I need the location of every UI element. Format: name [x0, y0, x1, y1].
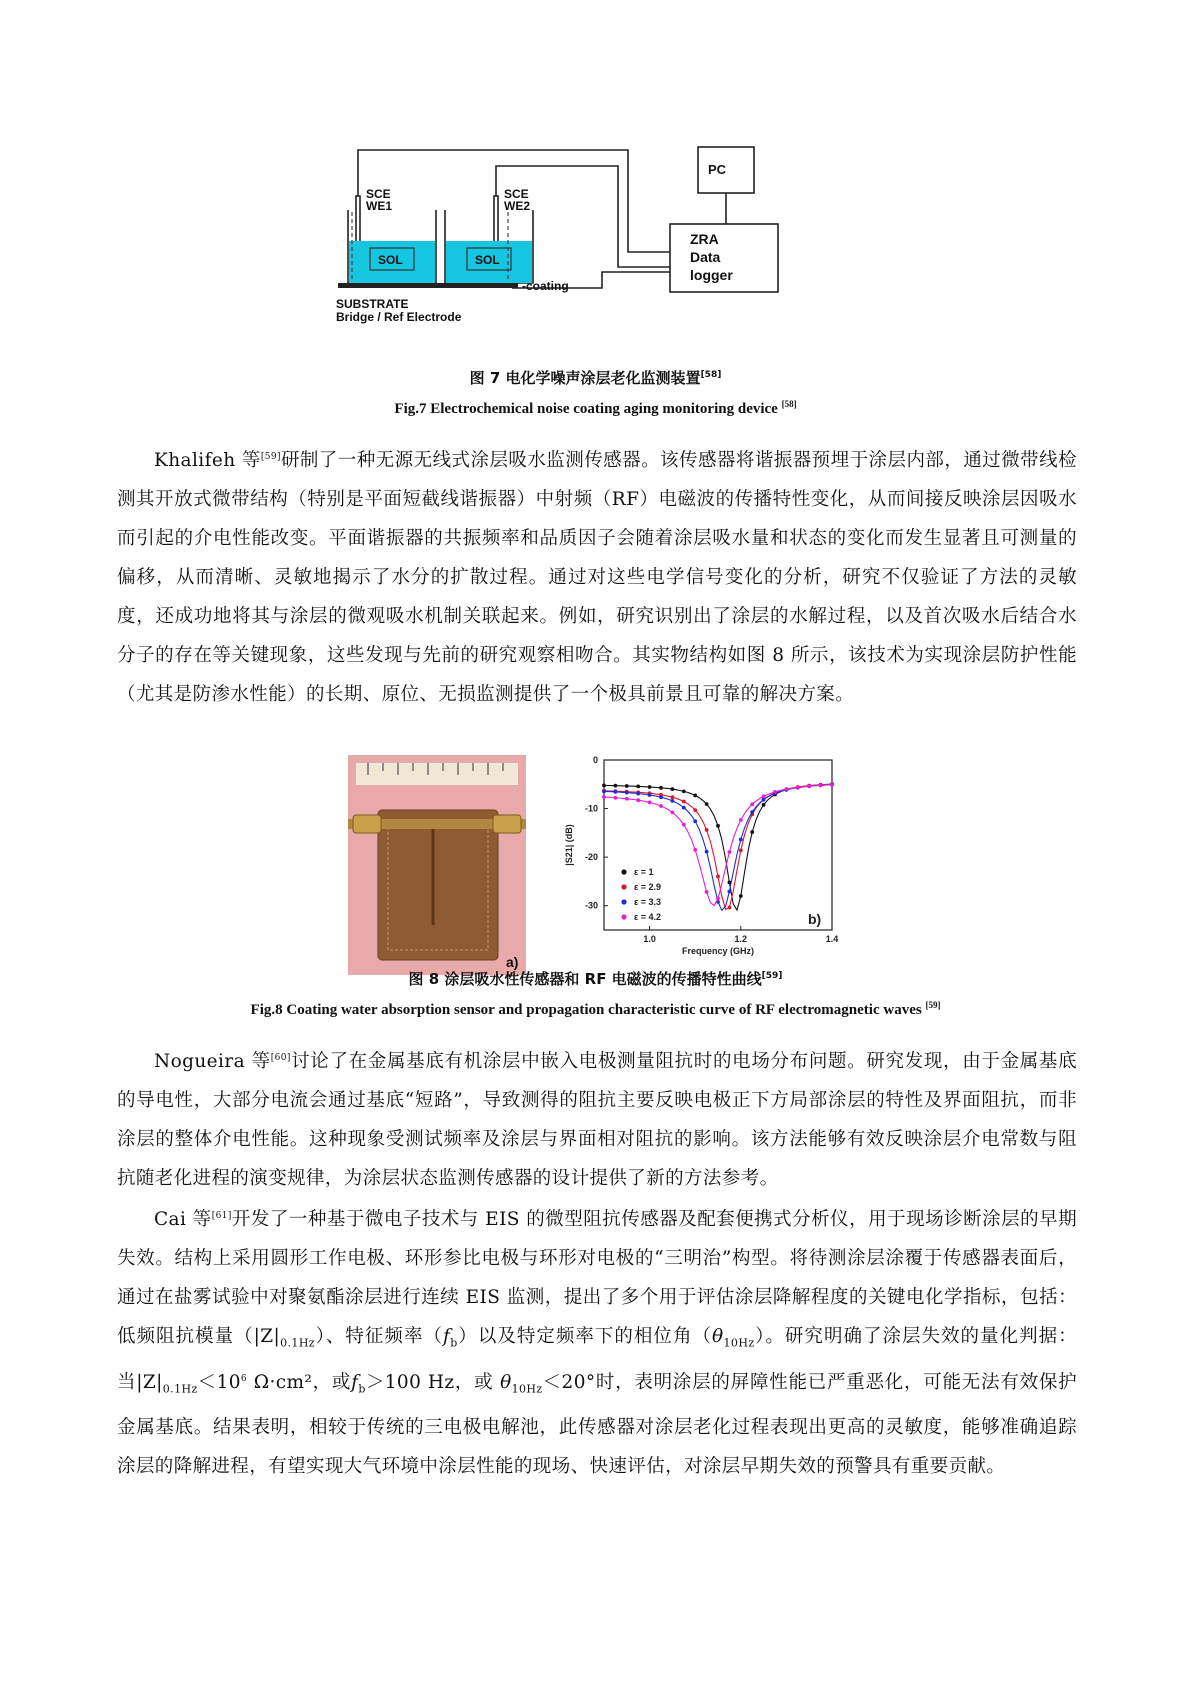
series-point-2 [693, 808, 697, 812]
logger-label: logger [690, 267, 733, 283]
we1-label: WE1 [366, 199, 393, 213]
legend-marker-4 [621, 914, 626, 919]
series-point-4 [739, 818, 743, 822]
series-point-4 [762, 794, 766, 798]
substrate-label: SUBSTRATE [336, 297, 409, 311]
series-point-3 [762, 798, 766, 802]
sol2-label: SOL [475, 253, 500, 267]
y-axis-label: |S21| (dB) [564, 824, 574, 866]
series-point-1 [693, 794, 697, 798]
series-point-4 [819, 783, 823, 787]
series-point-4 [671, 811, 675, 815]
y-tick-label: -10 [584, 803, 598, 814]
series-point-4 [716, 897, 720, 901]
series-point-3 [625, 791, 629, 795]
figure-7-diagram [330, 140, 850, 370]
series-point-1 [682, 789, 686, 793]
series-point-3 [671, 799, 675, 803]
series-point-4 [636, 798, 640, 802]
series-point-4 [785, 787, 789, 791]
series-point-4 [705, 890, 709, 894]
figure-7-caption-en: Fig.7 Electrochemical noise coating aging monitoring device [58] [394, 399, 797, 417]
series-point-3 [750, 810, 754, 814]
series-point-3 [659, 795, 663, 799]
series-point-4 [830, 783, 834, 787]
series-point-4 [796, 785, 800, 789]
paragraph-khalifeh: Khalifeh 等[59]研制了一种无源无线式涂层吸水监测传感器。该传感器将谐振器预埋于涂层内部，通过微带线检测其开放式微带结构（特别是平面短截线谐振器）中射频（RF）电磁波的传播特性变化，从而间接反映涂层因吸水而引起的介电性能改变。平面谐振器的共振频率和品质因子会随着涂层吸水量和状态的变化而发生显著且可测量的偏移，从而清晰、灵敏地揭示了水分的扩散过程。通过对这些电学信号变化的分析，研究不仅验证了方法的灵敏度，还成功地将其与涂层的微观吸水机制关联起来。例如，研究识别出了涂层的水解过程，以及首次吸水后结合水分子的存在等关键现象，这些发现与先前的研究观察相吻合。其实物结构如图 8 所示，该技术为实现涂层防护性能（尤其是防渗水性能）的长期、原位、无损监测提供了一个极具前景且可靠的解决方案。 [117, 450, 1077, 705]
series-point-1 [602, 784, 606, 788]
series-point-1 [648, 785, 652, 789]
data-label: Data [690, 249, 721, 265]
series-point-4 [602, 795, 606, 799]
paragraph-cai: Cai 等[61]开发了一种基于微电子技术与 EIS 的微型阻抗传感器及配套便携式分析仪，用于现场诊断涂层的早期失效。结构上采用圆形工作电极、环形参比电极与环形对电极的“三明治”构型。将待测涂层涂覆于传感器表面后，通过在盐雾试验中对聚氨酯涂层进行连续 EIS 监测，提出了多个用于评估涂层降解程度的关键电化学指标，包括：低频阻抗模量$(|Z|_{0.1Hz})$、特征频率$(f_b)$以及特定频率下的相位角$(\theta_{10Hz})$。研究明确了涂层失效的量化判据：当$|Z|_{0.1Hz}<10^6$ Ω·cm²，或$f_b>100$ Hz，或 $\theta_{10Hz}<20^\circ$时，表明涂层的屏障性能已严重恶化，可能无法有效保护金属基底。结果表明，相较于传统的三电极电解池，此传感器对涂层老化过程表现出更高的灵敏度，能够准确追踪涂层的降解进程，有望实现大气环境中涂层性能的现场、快速评估，对涂层早期失效的预警具有重要贡献。 [117, 1209, 1078, 1478]
substrate-bar [338, 283, 518, 288]
we2-label: WE2 [504, 199, 531, 213]
series-point-1 [716, 824, 720, 828]
zra-label: ZRA [690, 231, 719, 247]
legend-marker-2 [621, 884, 626, 889]
panel-b-label: b) [808, 911, 822, 927]
x-tick-label: 1.0 [643, 934, 656, 944]
series-point-4 [625, 797, 629, 801]
series-point-3 [739, 838, 743, 842]
series-point-4 [773, 790, 777, 794]
series-point-3 [705, 850, 709, 854]
series-point-2 [682, 800, 686, 804]
sensor-photo [348, 755, 526, 975]
series-point-3 [648, 793, 652, 797]
series-point-2 [739, 848, 743, 852]
series-point-3 [602, 790, 606, 794]
series-point-1 [636, 784, 640, 788]
series-point-3 [636, 792, 640, 796]
series-point-1 [705, 802, 709, 806]
legend-marker-1 [621, 869, 626, 874]
series-point-4 [807, 784, 811, 788]
series-point-1 [671, 787, 675, 791]
series-point-4 [614, 796, 618, 800]
figure-7-caption-cn: 图 7 电化学噪声涂层老化监测装置[58] [469, 369, 722, 387]
series-point-1 [659, 786, 663, 790]
legend-entry-3: ε = 3.3 [634, 897, 662, 907]
legend-marker-3 [621, 899, 626, 904]
series-point-1 [625, 784, 629, 788]
y-tick-label: 0 [592, 755, 598, 765]
figure-8-caption-en: Fig.8 Coating water absorption sensor and propagation characteristic curve of RF electromagnetic waves [59] [250, 1000, 941, 1018]
series-point-2 [716, 875, 720, 879]
series-point-1 [614, 784, 618, 788]
sol1-label: SOL [378, 253, 403, 267]
series-point-2 [671, 795, 675, 799]
coating-label: -coating [522, 279, 569, 293]
series-point-4 [648, 801, 652, 805]
series-point-2 [728, 906, 732, 910]
sce1-label: SCE [366, 187, 391, 201]
legend-entry-4: ε = 4.2 [634, 912, 662, 922]
paragraph-nogueira: Nogueira 等[60]讨论了在金属基底有机涂层中嵌入电极测量阻抗时的电场分布问题。研究发现，由于金属基底的导电性，大部分电流会通过基底“短路”，导致测得的阻抗主要反映电极正下方局部涂层的特性及界面阻抗，而非涂层的整体介电性能。这种现象受测试频率及涂层与界面相对阻抗的影响。该方法能够有效反映涂层介电常数与阻抗随老化进程的演变规律，为涂层状态监测传感器的设计提供了新的方法参考。 [117, 1051, 1078, 1189]
series-point-1 [750, 830, 754, 834]
series-point-4 [728, 850, 732, 854]
series-point-4 [693, 848, 697, 852]
x-tick-label: 1.2 [734, 934, 748, 944]
sce2-label: SCE [504, 187, 529, 201]
bridge-label: Bridge / Ref Electrode [336, 310, 462, 324]
series-point-1 [739, 894, 743, 898]
series-point-3 [682, 806, 686, 810]
series-point-1 [762, 803, 766, 807]
x-tick-label: 1.4 [825, 934, 839, 944]
series-point-4 [659, 804, 663, 808]
series-point-4 [750, 802, 754, 806]
series-point-4 [682, 823, 686, 827]
legend-entry-2: ε = 2.9 [634, 882, 662, 892]
series-point-3 [693, 819, 697, 823]
s21-chart [556, 752, 841, 967]
y-tick-label: -30 [584, 900, 598, 911]
legend-entry-1: ε = 1 [634, 867, 654, 877]
series-point-2 [705, 828, 709, 832]
series-point-3 [728, 890, 732, 894]
x-axis-label: Frequency (GHz) [681, 946, 755, 956]
y-tick-label: -20 [584, 852, 598, 863]
pc-label: PC [708, 162, 727, 177]
panel-a-label: a) [506, 954, 519, 970]
figure-8-caption-cn: 图 8 涂层吸水性传感器和 RF 电磁波的传播特性曲线[59] [408, 970, 783, 988]
series-point-3 [614, 790, 618, 794]
